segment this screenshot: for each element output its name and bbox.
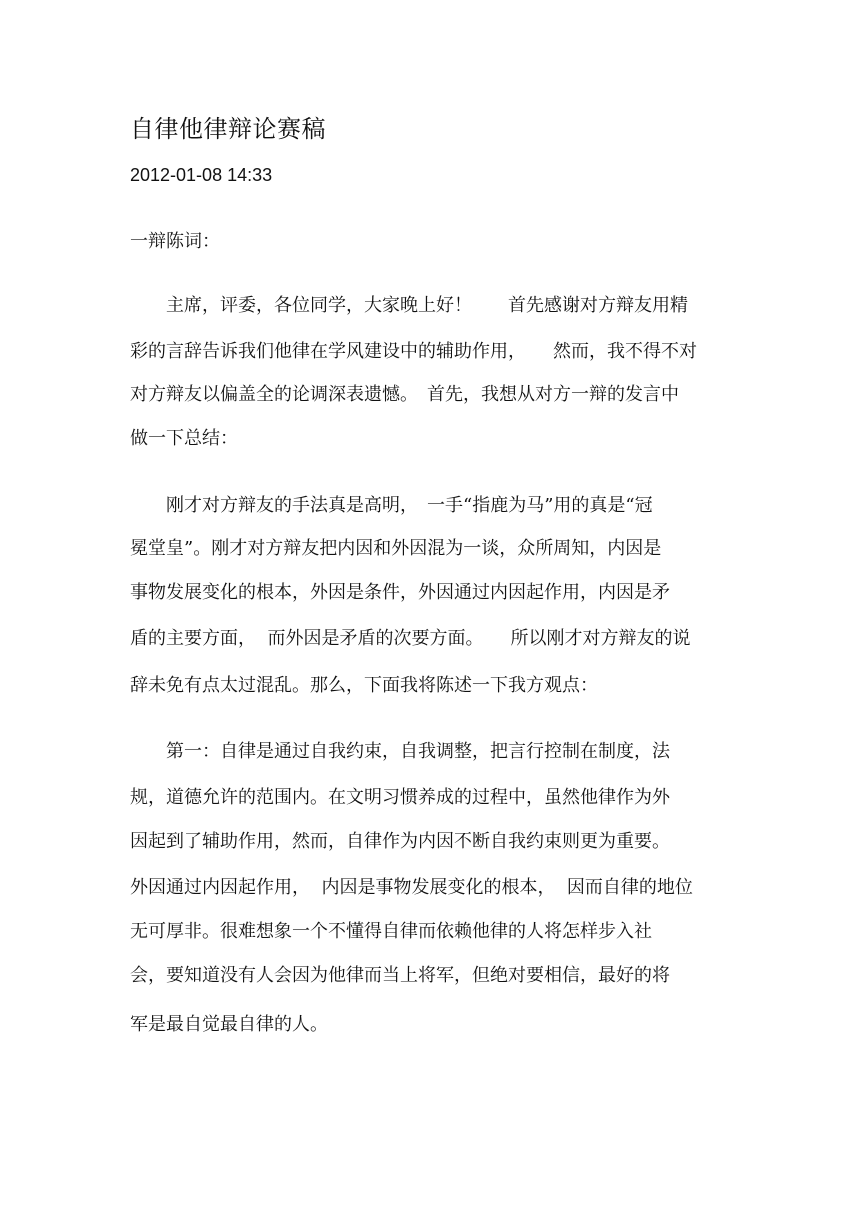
- paragraph-2-line-3: 事物发展变化的根本，外因是条件，外因通过内因起作用，内因是矛: [130, 582, 670, 603]
- paragraph-1-line-3: 对方辩友以偏盖全的论调深表遗憾。 首先，我想从对方一辩的发言中: [130, 384, 679, 405]
- paragraph-3-line-5: 无可厚非。很难想象一个不懂得自律而依赖他律的人将怎样步入社: [130, 921, 652, 942]
- paragraph-2-line-4: 盾的主要方面， 而外因是矛盾的次要方面。 所以刚才对方辩友的说: [130, 628, 691, 649]
- paragraph-1-line-2: 彩的言辞告诉我们他律在学风建设中的辅助作用， 然而，我不得不对: [130, 341, 697, 362]
- document-title: 自律他律辩论赛稿: [130, 115, 326, 143]
- paragraph-2-line-2: 冕堂皇”。刚才对方辩友把内因和外因混为一谈，众所周知，内因是: [130, 538, 662, 559]
- paragraph-1-line-1: 主席，评委，各位同学，大家晚上好！ 首先感谢对方辩友用精: [130, 295, 688, 316]
- paragraph-3-line-7: 军是最自觉最自律的人。: [130, 1014, 328, 1035]
- paragraph-3-line-3: 因起到了辅助作用，然而，自律作为内因不断自我约束则更为重要。: [130, 831, 670, 852]
- paragraph-1-line-4: 做一下总结：: [130, 428, 238, 449]
- paragraph-2-line-5: 辞未免有点太过混乱。那么，下面我将陈述一下我方观点：: [130, 675, 598, 696]
- paragraph-2-line-1: 刚才对方辩友的手法真是高明， 一手“指鹿为马”用的真是“冠: [130, 495, 653, 516]
- paragraph-3-line-4: 外因通过内因起作用， 内因是事物发展变化的根本， 因而自律的地位: [130, 877, 693, 898]
- post-timestamp: 2012-01-08 14:33: [130, 165, 273, 185]
- section-label: 一辩陈词：: [130, 231, 220, 252]
- paragraph-3-line-2: 规，道德允许的范围内。在文明习惯养成的过程中，虽然他律作为外: [130, 787, 670, 808]
- paragraph-3-line-6: 会，要知道没有人会因为他律而当上将军，但绝对要相信，最好的将: [130, 965, 670, 986]
- paragraph-3-line-1: 第一：自律是通过自我约束，自我调整，把言行控制在制度，法: [130, 741, 670, 762]
